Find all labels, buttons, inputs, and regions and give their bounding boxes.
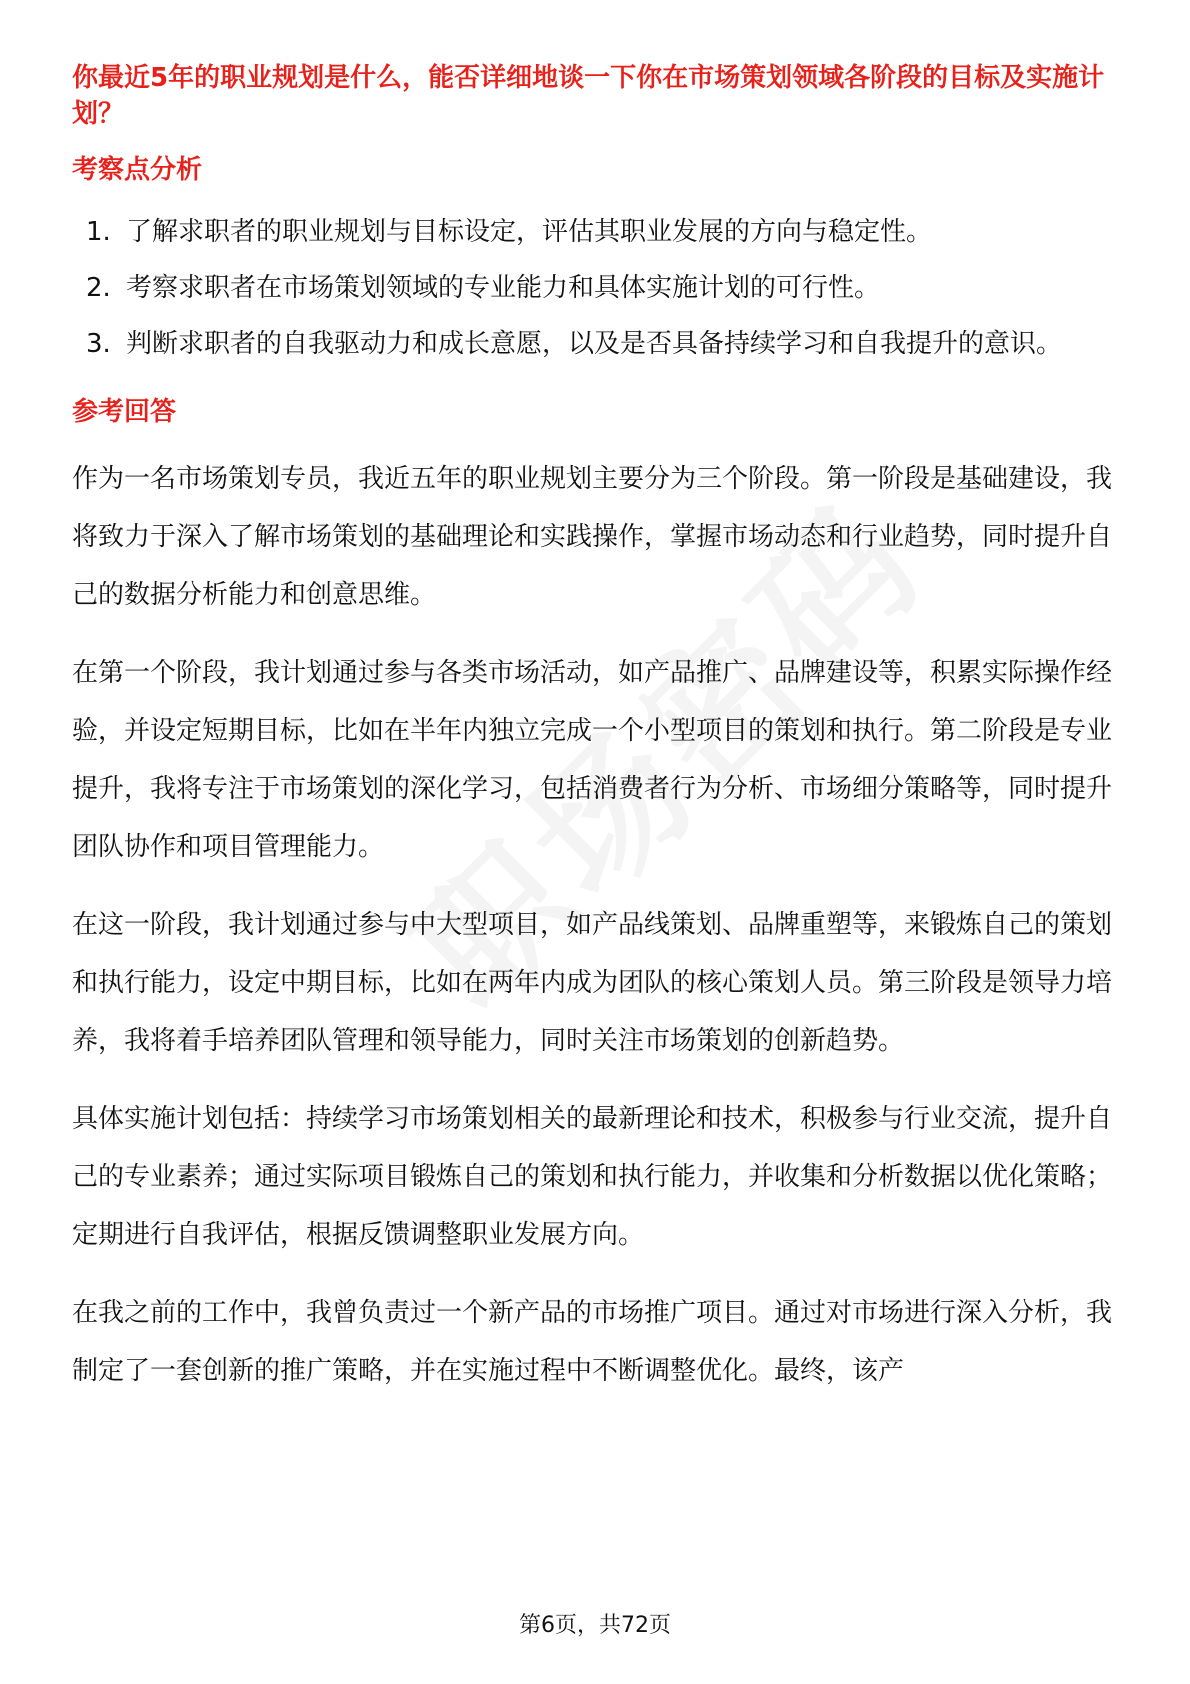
analysis-item-number: 1.: [86, 217, 111, 247]
analysis-item-text: 判断求职者的自我驱动力和成长意愿，以及是否具备持续学习和自我提升的意识。: [126, 329, 1063, 359]
analysis-item: [72, 316, 1118, 372]
page-content: [72, 60, 1118, 1400]
answer-heading: 参考回答: [72, 397, 177, 427]
analysis-list: [72, 204, 1118, 372]
answer-paragraph: 在这一阶段，我计划通过参与中大型项目，如产品线策划、品牌重塑等，来锻炼自己的策划和执行能力，设定中期目标，比如在两年内成为团队的核心策划人员。第三阶段是领导力培养，我将着手培养团队管理和领导能力，同时关注市场策划的创新趋势。: [72, 910, 1113, 1056]
answer-paragraph: 在第一个阶段，我计划通过参与各类市场活动，如产品推广、品牌建设等，积累实际操作经验，并设定短期目标，比如在半年内独立完成一个小型项目的策划和执行。第二阶段是专业提升，我将专注于市场策划的深化学习，包括消费者行为分析、市场细分策略等，同时提升团队协作和项目管理能力。: [72, 658, 1113, 862]
analysis-item-number: 3.: [86, 329, 111, 359]
analysis-item: [72, 260, 1118, 316]
answer-paragraph: 具体实施计划包括：持续学习市场策划相关的最新理论和技术，积极参与行业交流，提升自己的专业素养；通过实际项目锻炼自己的策划和执行能力，并收集和分析数据以优化策略；定期进行自我评估，根据反馈调整职业发展方向。: [72, 1104, 1113, 1250]
analysis-heading: 考察点分析: [72, 155, 203, 185]
analysis-item-text: 考察求职者在市场策划领域的专业能力和具体实施计划的可行性。: [126, 273, 881, 303]
question-title: 你最近5年的职业规划是什么，能否详细地谈一下你在市场策划领域各阶段的目标及实施计划？: [72, 63, 1105, 129]
analysis-item-text: 了解求职者的职业规划与目标设定，评估其职业发展的方向与稳定性。: [126, 217, 933, 247]
answer-paragraph: 作为一名市场策划专员，我近五年的职业规划主要分为三个阶段。第一阶段是基础建设，我将致力于深入了解市场策划的基础理论和实践操作，掌握市场动态和行业趋势，同时提升自己的数据分析能力和创意思维。: [72, 464, 1113, 610]
analysis-item-number: 2.: [86, 273, 111, 303]
answer-paragraph: 在我之前的工作中，我曾负责过一个新产品的市场推广项目。通过对市场进行深入分析，我制定了一套创新的推广策略，并在实施过程中不断调整优化。最终，该产: [72, 1298, 1113, 1386]
page-number: 第6页，共72页: [519, 1613, 671, 1638]
analysis-item: [72, 204, 1118, 260]
